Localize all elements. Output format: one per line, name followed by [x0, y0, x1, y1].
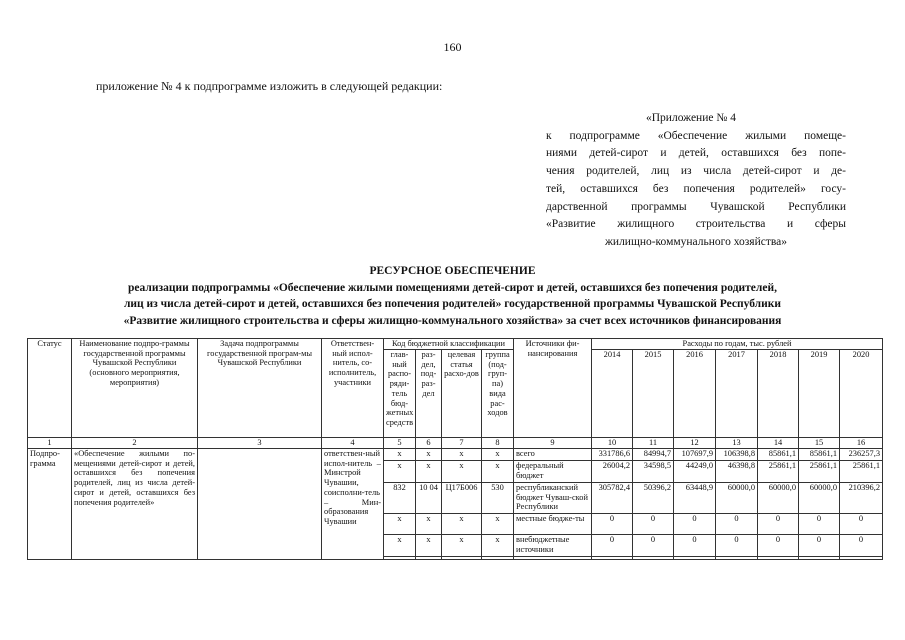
col-number: 11	[633, 438, 674, 449]
value-cell: 0	[799, 535, 840, 557]
source-cell: республиканский бюджет Чуваш-ской Республики	[514, 483, 592, 514]
value-cell: 44249,0	[674, 461, 716, 483]
value-cell: 60000,0	[799, 483, 840, 514]
value-cell: 60000,0	[758, 483, 799, 514]
appendix-block	[546, 110, 846, 252]
appendix-line: ниями детей-сирот и детей, оставшихся без попе-	[546, 147, 846, 160]
header-year: 2014	[592, 350, 633, 438]
title-line: реализации подпрограммы «Обеспечение жилыми помещениями детей-сирот и детей, оставшихся без попечения родителей,	[128, 281, 777, 294]
header-years-group: Расходы по годам, тыс. рублей	[592, 339, 883, 350]
source-cell: внебюджетные источники	[514, 535, 592, 557]
value-cell: 25861,1	[799, 461, 840, 483]
source-cell: всего	[514, 449, 592, 461]
rzpr-cell: x	[416, 514, 442, 535]
header-responsible: Ответствен-ный испол-нитель, со-исполнитель, участники	[322, 339, 384, 438]
resource-table	[27, 338, 883, 560]
header-source: Источники фи-нансирования	[514, 339, 592, 438]
value-cell: 0	[758, 535, 799, 557]
col-number: 8	[482, 438, 514, 449]
col-number: 1	[28, 438, 72, 449]
value-cell: 84994,7	[633, 449, 674, 461]
grbs-cell: x	[384, 461, 416, 483]
csr-cell: x	[442, 514, 482, 535]
value-cell: 85861,1	[799, 449, 840, 461]
header-task: Задача подпрограммы государственной програм-мы Чувашской Республики	[198, 339, 322, 438]
csr-cell: x	[442, 449, 482, 461]
value-cell: 25861,1	[840, 461, 883, 483]
value-cell: 107697,9	[674, 449, 716, 461]
value-cell: 0	[633, 535, 674, 557]
value-cell: 0	[799, 514, 840, 535]
header-status: Статус	[28, 339, 72, 438]
value-cell: 0	[840, 535, 883, 557]
appendix-line: дарственной программы Чувашской Республики	[546, 200, 846, 213]
value-cell: 0	[592, 535, 633, 557]
vr-cell: x	[482, 535, 514, 557]
value-cell: 0	[840, 514, 883, 535]
header-vr: группа (под-груп-па) вида рас-ходов	[482, 350, 514, 438]
value-cell: 236257,3	[840, 449, 883, 461]
col-number: 2	[72, 438, 198, 449]
vr-cell: 530	[482, 483, 514, 514]
col-number: 15	[799, 438, 840, 449]
col-number: 13	[716, 438, 758, 449]
col-number: 4	[322, 438, 384, 449]
value-cell: 0	[716, 535, 758, 557]
value-cell: 106398,8	[716, 449, 758, 461]
col-number: 14	[758, 438, 799, 449]
page-number: 160	[443, 40, 462, 54]
value-cell: 0	[758, 514, 799, 535]
header-year: 2017	[716, 350, 758, 438]
header-csr: целевая статья расхо-дов	[442, 350, 482, 438]
table-row	[28, 449, 883, 461]
intro-text: приложение № 4 к подпрограмме изложить в следующей редакции:	[96, 79, 443, 93]
appendix-line: тей, оставшихся без попечения родителей» госу-	[546, 182, 846, 195]
grbs-cell: x	[384, 449, 416, 461]
rzpr-cell: 10 04	[416, 483, 442, 514]
status-cell: Подпро-грамма	[28, 449, 72, 560]
value-cell: 331786,6	[592, 449, 633, 461]
header-year: 2015	[633, 350, 674, 438]
grbs-cell: 832	[384, 483, 416, 514]
header-rzpr: раз-дел, под-раз-дел	[416, 350, 442, 438]
appendix-line: жилищно-коммунального хозяйства»	[604, 235, 788, 248]
appendix-line: чения родителей, лиц из числа детей-сирот и де-	[546, 165, 846, 178]
value-cell: 210396,2	[840, 483, 883, 514]
value-cell: 0	[633, 514, 674, 535]
appendix-line: «Приложение № 4	[646, 112, 736, 124]
value-cell: 0	[674, 535, 716, 557]
header-year: 2020	[840, 350, 883, 438]
csr-cell: x	[442, 535, 482, 557]
value-cell: 305782,4	[592, 483, 633, 514]
title-line: РЕСУРСНОЕ ОБЕСПЕЧЕНИЕ	[369, 265, 536, 277]
csr-cell: x	[442, 461, 482, 483]
value-cell: 60000,0	[716, 483, 758, 514]
value-cell: 0	[674, 514, 716, 535]
csr-cell: Ц17Б006	[442, 483, 482, 514]
value-cell: 50396,2	[633, 483, 674, 514]
col-number: 12	[674, 438, 716, 449]
vr-cell: x	[482, 514, 514, 535]
col-number: 7	[442, 438, 482, 449]
vr-cell: x	[482, 461, 514, 483]
header-year: 2018	[758, 350, 799, 438]
col-number: 3	[198, 438, 322, 449]
rzpr-cell: x	[416, 449, 442, 461]
appendix-line: к подпрограмме «Обеспечение жилыми помеще-	[546, 129, 846, 142]
col-number: 10	[592, 438, 633, 449]
value-cell: 85861,1	[758, 449, 799, 461]
title-line: лиц из числа детей-сирот и детей, оставшихся без попечения родителей» государственной программы Чувашской Республики	[123, 298, 782, 311]
col-number: 16	[840, 438, 883, 449]
col-number: 9	[514, 438, 592, 449]
header-program-name: Наименование подпро-граммы государственной программы Чувашской Республики (основного мероприятия, мероприятия)	[72, 339, 198, 438]
rzpr-cell: x	[416, 461, 442, 483]
col-number: 6	[416, 438, 442, 449]
header-code-group: Код бюджетной классификации	[384, 339, 514, 350]
grbs-cell: x	[384, 535, 416, 557]
value-cell: 46398,8	[716, 461, 758, 483]
header-grbs: глав-ный распо-ряди-тель бюд-жетных средств	[384, 350, 416, 438]
value-cell: 0	[592, 514, 633, 535]
title-line: «Развитие жилищного строительства и сферы жилищно-коммунального хозяйства» за счет всех источников финансирования	[123, 314, 782, 327]
responsible-cell: ответствен-ный испол-нитель – Минстрой Чувашии, соисполни-тель – Мин-образования Чувашии	[322, 449, 384, 560]
source-cell: федеральный бюджет	[514, 461, 592, 483]
document-title	[0, 263, 905, 329]
value-cell: 34598,5	[633, 461, 674, 483]
vr-cell: x	[482, 449, 514, 461]
source-cell: местные бюдже-ты	[514, 514, 592, 535]
value-cell: 26004,2	[592, 461, 633, 483]
col-number: 5	[384, 438, 416, 449]
rzpr-cell: x	[416, 535, 442, 557]
value-cell: 63448,9	[674, 483, 716, 514]
program-name-cell: «Обеспечение жилыми по-мещениями детей-сирот и детей, оставшихся без попечения родителей, лиц из числа детей-сирот и детей, оставшихся без попечения родителей»	[72, 449, 198, 560]
header-year: 2019	[799, 350, 840, 438]
value-cell: 25861,1	[758, 461, 799, 483]
column-number-row	[28, 438, 883, 449]
value-cell: 0	[716, 514, 758, 535]
grbs-cell: x	[384, 514, 416, 535]
appendix-line: «Развитие жилищного строительства и сферы	[546, 218, 846, 231]
task-cell	[198, 449, 322, 560]
header-year: 2016	[674, 350, 716, 438]
